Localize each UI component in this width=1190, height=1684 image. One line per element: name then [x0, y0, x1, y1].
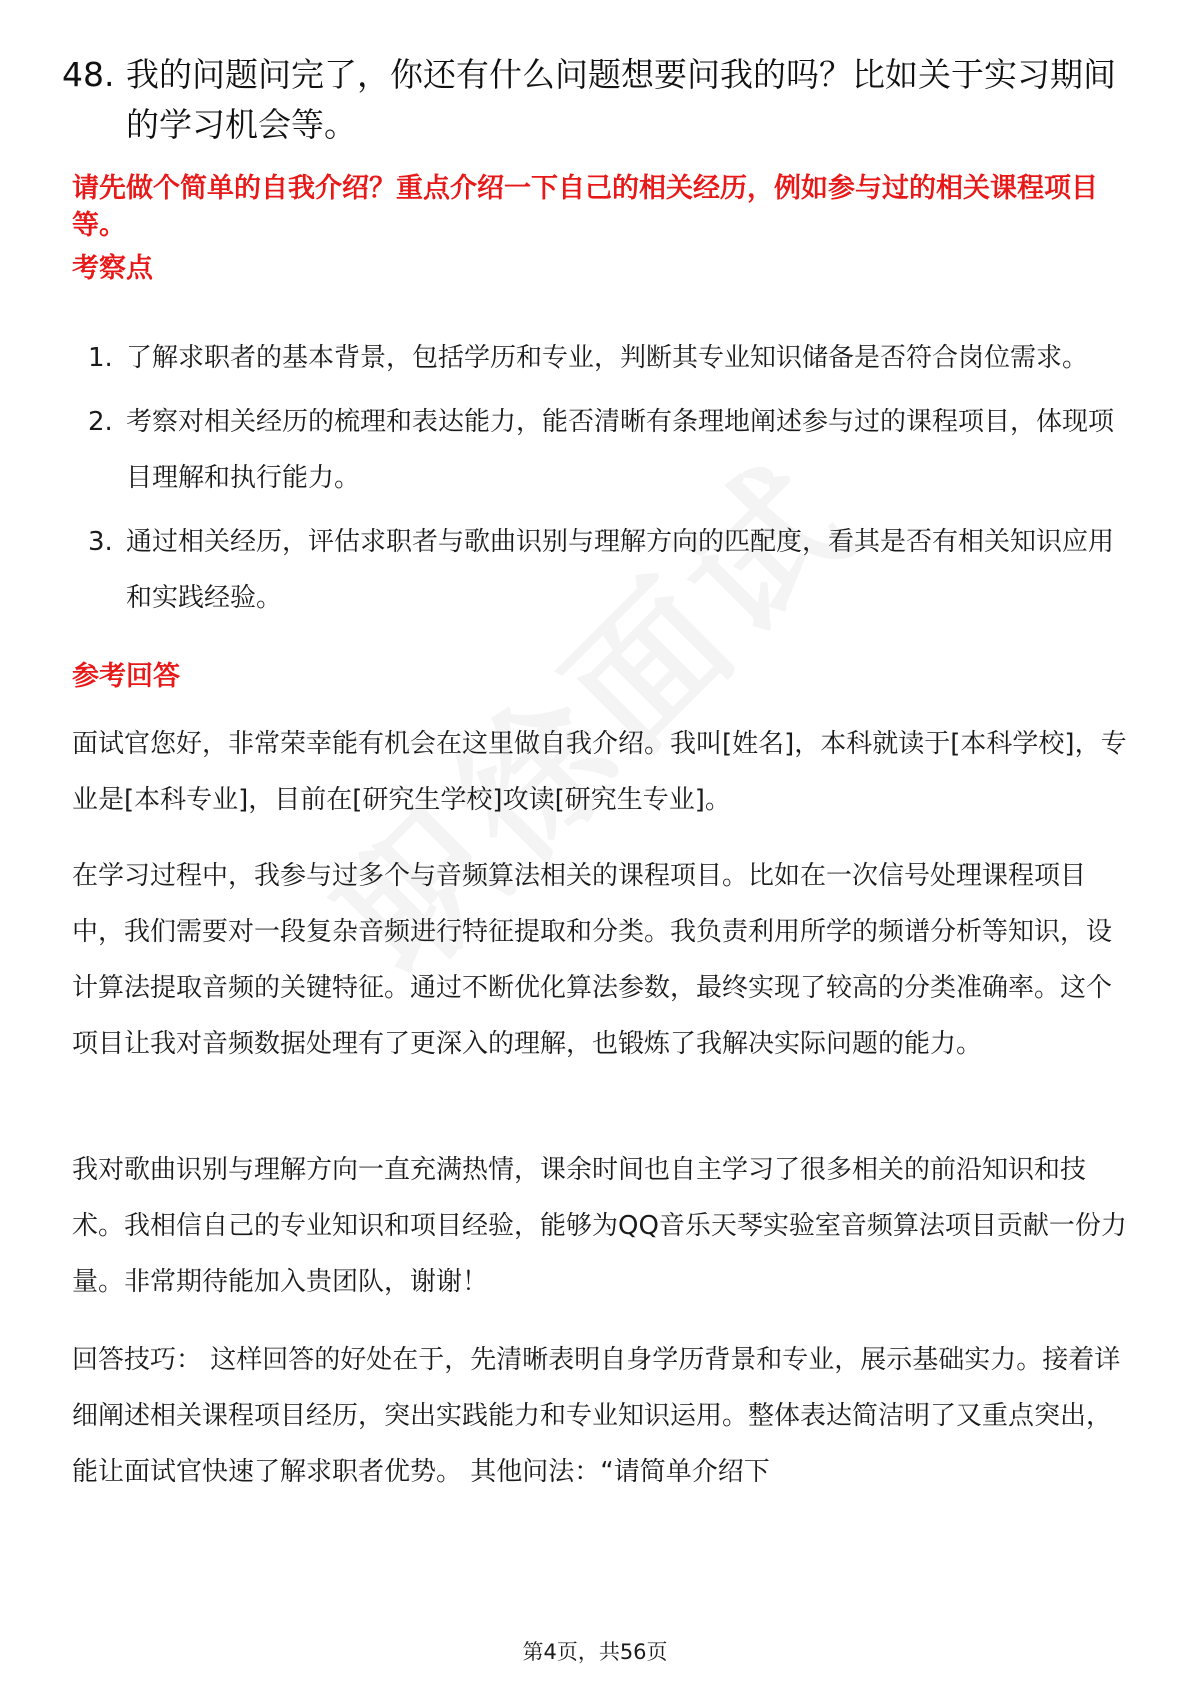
points-heading: 考察点: [72, 253, 153, 284]
answer-paragraph: 我对歌曲识别与理解方向一直充满热情，课余时间也自主学习了很多相关的前沿知识和技术。我相信自己的专业知识和项目经验，能够为QQ音乐天琴实验室音频算法项目贡献一份力量。非常期待能加入贵团队，谢谢！: [72, 1155, 1127, 1297]
answer-paragraph: 面试官您好，非常荣幸能有机会在这里做自我介绍。我叫[姓名]，本科就读于[本科学校]，专业是[本科专业]，目前在[研究生学校]攻读[研究生专业]。: [72, 729, 1127, 815]
question-text: 我的问题问完了，你还有什么问题想要问我的吗？比如关于实习期间的学习机会等。: [126, 55, 1116, 144]
list-item: [72, 330, 1132, 386]
list-item: [72, 514, 1132, 626]
answer-paragraph: 在学习过程中，我参与过多个与音频算法相关的课程项目。比如在一次信号处理课程项目中，我们需要对一段复杂音频进行特征提取和分类。我负责利用所学的频谱分析等知识，设计算法提取音频的关键特征。通过不断优化算法参数，最终实现了较高的分类准确率。这个项目让我对音频数据处理有了更深入的理解，也锻炼了我解决实际问题的能力。: [72, 861, 1113, 1059]
point-number: 2.: [88, 407, 113, 437]
point-text: 了解求职者的基本背景，包括学历和专业，判断其专业知识储备是否符合岗位需求。: [126, 343, 1089, 373]
point-text: 通过相关经历，评估求职者与歌曲识别与理解方向的匹配度，看其是否有相关知识应用和实践经验。: [126, 527, 1115, 613]
list-item: [72, 394, 1132, 506]
page-footer: 第4页，共56页: [522, 1640, 668, 1664]
point-number: 1.: [88, 343, 113, 373]
prompt-question: 请先做个简单的自我介绍？重点介绍一下自己的相关经历，例如参与过的相关课程项目等。: [72, 173, 1098, 241]
question-number: 48.: [62, 55, 115, 94]
answer-heading: 参考回答: [72, 661, 180, 692]
answer-paragraph: 回答技巧： 这样回答的好处在于，先清晰表明自身学历背景和专业，展示基础实力。接着详细阐述相关课程项目经历，突出实践能力和专业知识运用。整体表达简洁明了又重点突出，能让面试官快速了解求职者优势。 其他问法：“请简单介绍下: [72, 1345, 1121, 1487]
point-text: 考察对相关经历的梳理和表达能力，能否清晰有条理地阐述参与过的课程项目，体现项目理解和执行能力。: [126, 407, 1115, 493]
points-list: [72, 330, 1132, 634]
question-title: [62, 50, 1132, 150]
point-number: 3.: [88, 527, 113, 557]
